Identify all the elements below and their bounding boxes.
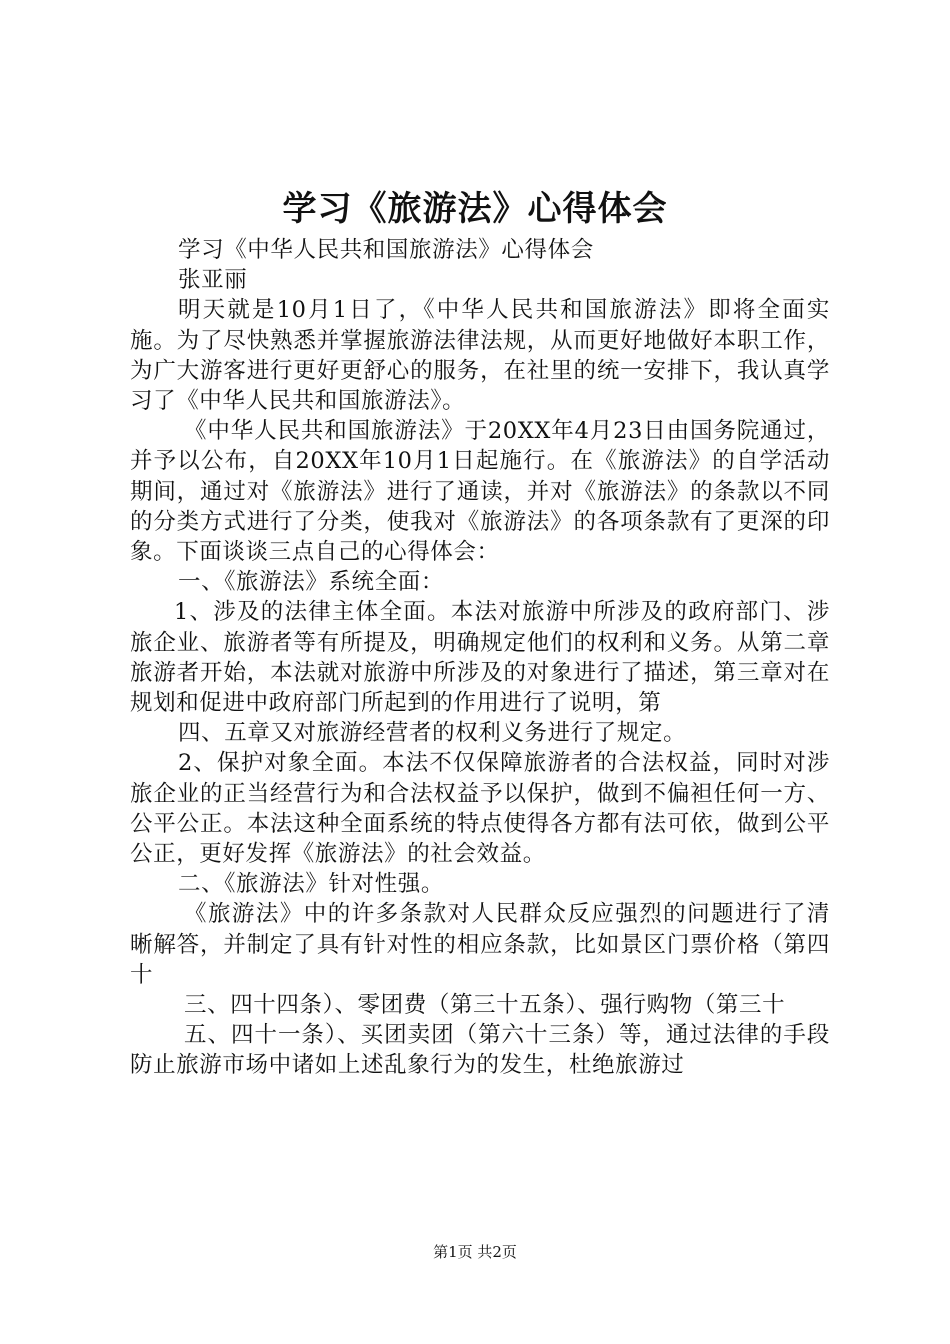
document-body — [130, 235, 830, 1081]
paragraph-articles-43-44: 三、四十四条）、零团费（第三十五条）、强行购物（第三十 — [184, 992, 786, 1019]
paragraph-law-overview: 《中华人民共和国旅游法》于20XX年4月23日由国务院通过，并予以公布，自20XX年10月1日起施行。在《旅游法》的自学活动期间，通过对《旅游法》进行了通读，并对《旅游法》的条款以不同的分类方式进行了分类，使我对《旅游法》的各项条款有了更深的印象。下面谈谈三点自己的心得体会： — [130, 418, 830, 566]
paragraph-author: 张亚丽 — [178, 267, 248, 294]
paragraph-point-one: 1、涉及的法律主体全面。本法对旅游中所涉及的政府部门、涉旅企业、旅游者等有所提及，明确规定他们的权利和义务。从第二章旅游者开始，本法就对旅游中所涉及的对象进行了描述，第三章对在规划和促进中政府部门所起到的作用进行了说明，第 — [130, 599, 830, 717]
document-title: 学习《旅游法》心得体会 — [282, 189, 668, 229]
paragraph-point-two: 2、保护对象全面。本法不仅保障旅游者的合法权益，同时对涉旅企业的正当经营行为和合法权益予以保护，做到不偏袒任何一方、公平公正。本法这种全面系统的特点使得各方都有法可依，做到公平公正，更好发挥《旅游法》的社会效益。 — [130, 750, 830, 868]
paragraph-articles-35-41: 五、四十一条）、买团卖团（第六十三条）等，通过法律的手段防止旅游市场中诸如上述乱象行为的发生，杜绝旅游过 — [130, 1022, 830, 1079]
paragraph-subtitle: 学习《中华人民共和国旅游法》心得体会 — [178, 237, 594, 263]
paragraph-chapter-four-five: 四、五章又对旅游经营者的权利义务进行了规定。 — [178, 720, 687, 747]
paragraph-intro: 明天就是10月1日了，《中华人民共和国旅游法》即将全面实施。为了尽快熟悉并掌握旅游法律法规，从而更好地做好本职工作，为广大游客进行更好更舒心的服务，在社里的统一安排下，我认真学习了《中华人民共和国旅游法》。 — [130, 297, 830, 415]
paragraph-heading-two: 二、《旅游法》针对性强。 — [178, 871, 444, 898]
paragraph-targeted-clauses: 《旅游法》中的许多条款对人民群众反应强烈的问题进行了清晰解答，并制定了具有针对性的相应条款，比如景区门票价格（第四十 — [130, 901, 830, 988]
paragraph-heading-one: 一、《旅游法》系统全面： — [178, 569, 444, 596]
page-indicator: 第1页 共2页 — [433, 1243, 517, 1261]
